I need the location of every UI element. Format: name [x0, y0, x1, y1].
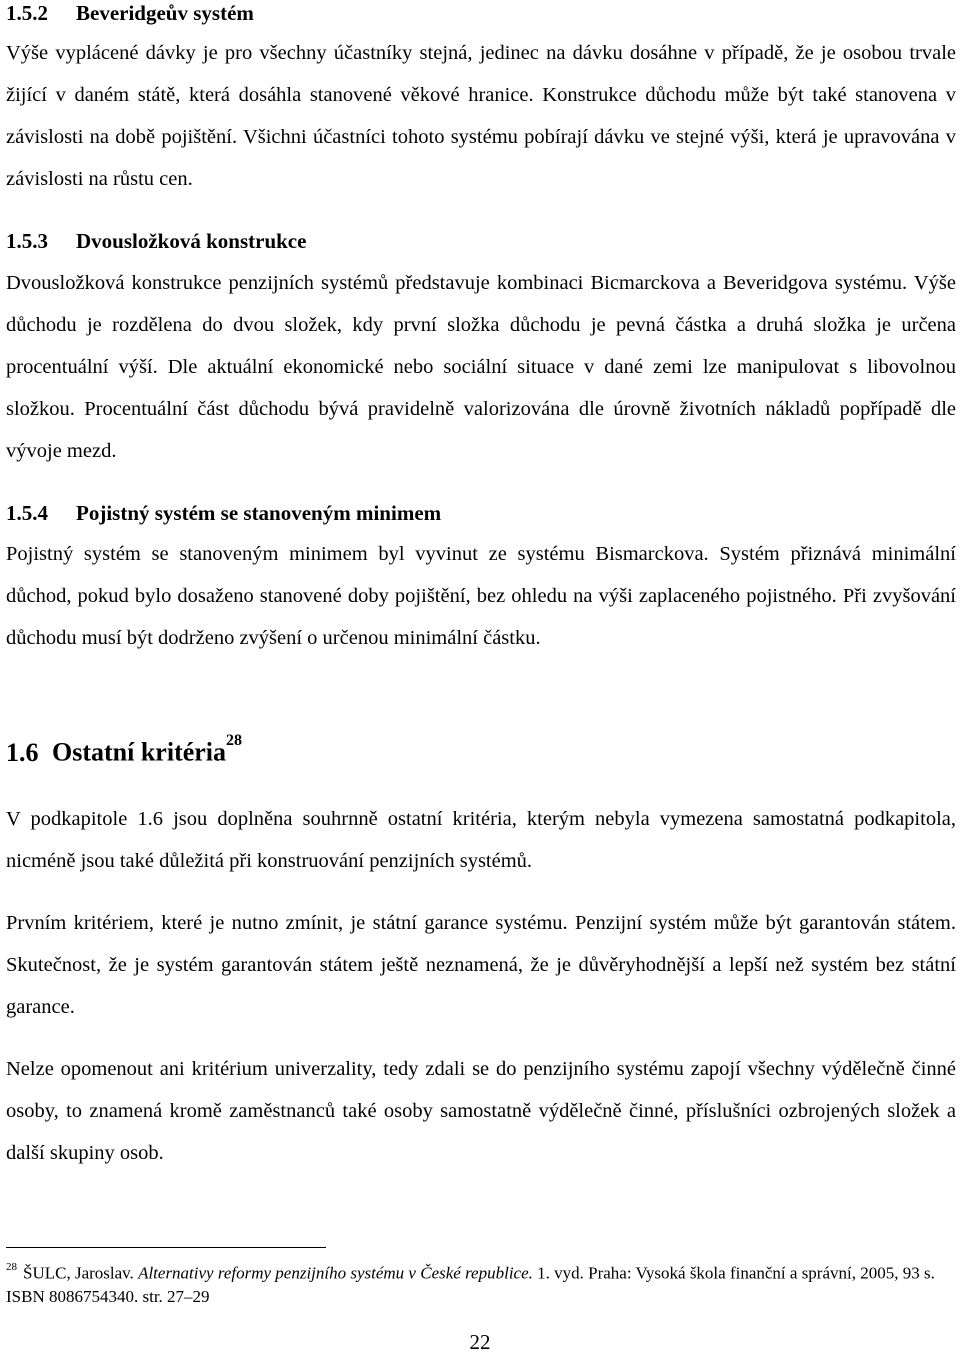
- paragraph-state-guarantee: Prvním kritériem, které je nutno zmínit, je státní garance systému. Penzijní systém může být garantován státem. Skutečnost, že je systém garantován státem ještě neznamená, že je důvěryhodnější a lepší než systém bez státní garance.: [6, 912, 956, 1018]
- paragraph-1-5-3: Dvousložková konstrukce penzijních systémů představuje kombinaci Bicmarckova a Beveridgova systému. Výše důchodu je rozdělena do dvou složek, kdy první složka důchodu je pevná částka a druhá složka je určena procentuální výší. Dle aktuální ekonomické nebo sociální situace v dané zemi lze manipulovat s libovolnou složkou. Procentuální část důchodu bývá pravidelně valorizována dle úrovně životních nákladů popřípadě dle vývoje mezd.: [6, 272, 956, 462]
- heading-1-6: [6, 732, 242, 768]
- footnote: [6, 1258, 956, 1308]
- footnote-details: 1. vyd. Praha: Vysoká škola finanční a správní, 2005, 93 s. ISBN 8086754340. str. 27–29: [6, 1263, 935, 1306]
- heading-title: Ostatní kritéria: [52, 737, 227, 767]
- footnote-title: Alternativy reformy penzijního systému v České republice.: [138, 1263, 533, 1283]
- footnote-number: 28: [6, 1261, 17, 1273]
- footnote-reference: 28: [226, 732, 243, 749]
- heading-number: 1.5.4: [6, 501, 48, 525]
- footnote-author: ŠULC, Jaroslav.: [23, 1263, 134, 1283]
- heading-1-5-4: [6, 501, 441, 525]
- heading-number: 1.5.3: [6, 229, 48, 253]
- heading-title: Pojistný systém se stanoveným minimem: [76, 501, 442, 525]
- page-number: 22: [469, 1330, 491, 1354]
- paragraph-1-6-intro: V podkapitole 1.6 jsou doplněna souhrnně ostatní kritéria, kterým nebyla vymezena samostatná podkapitola, nicméně jsou také důležitá při konstruování penzijních systémů.: [6, 808, 956, 872]
- heading-number: 1.6: [6, 737, 39, 767]
- paragraph-1-5-2: Výše vyplácené dávky je pro všechny účastníky stejná, jedinec na dávku dosáhne v případě, že je osobou trvale žijící v daném státě, která dosáhla stanovené věkové hranice. Konstrukce důchodu může být také stanovena v závislosti na době pojištění. Všichni účastníci tohoto systému pobírají dávku ve stejné výši, která je upravována v závislosti na růstu cen.: [6, 42, 956, 190]
- paragraph-universality: Nelze opomenout ani kritérium univerzality, tedy zdali se do penzijního systému zapojí všechny výdělečně činné osoby, to znamená kromě zaměstnanců také osoby samostatně výdělečně činné, příslušníci ozbrojených složek a další skupiny osob.: [6, 1058, 956, 1164]
- heading-1-5-3: [6, 229, 306, 253]
- heading-title: Beveridgeův systém: [76, 1, 254, 25]
- heading-number: 1.5.2: [6, 1, 48, 25]
- heading-1-5-2: [6, 1, 254, 25]
- footnote-separator: [6, 1247, 326, 1248]
- heading-title: Dvousložková konstrukce: [76, 229, 307, 253]
- paragraph-1-5-4: Pojistný systém se stanoveným minimem byl vyvinut ze systému Bismarckova. Systém přiznává minimální důchod, pokud bylo dosaženo stanovené doby pojištění, bez ohledu na výši zaplaceného pojistného. Při zvyšování důchodu musí být dodrženo zvýšení o určenou minimální částku.: [6, 543, 956, 649]
